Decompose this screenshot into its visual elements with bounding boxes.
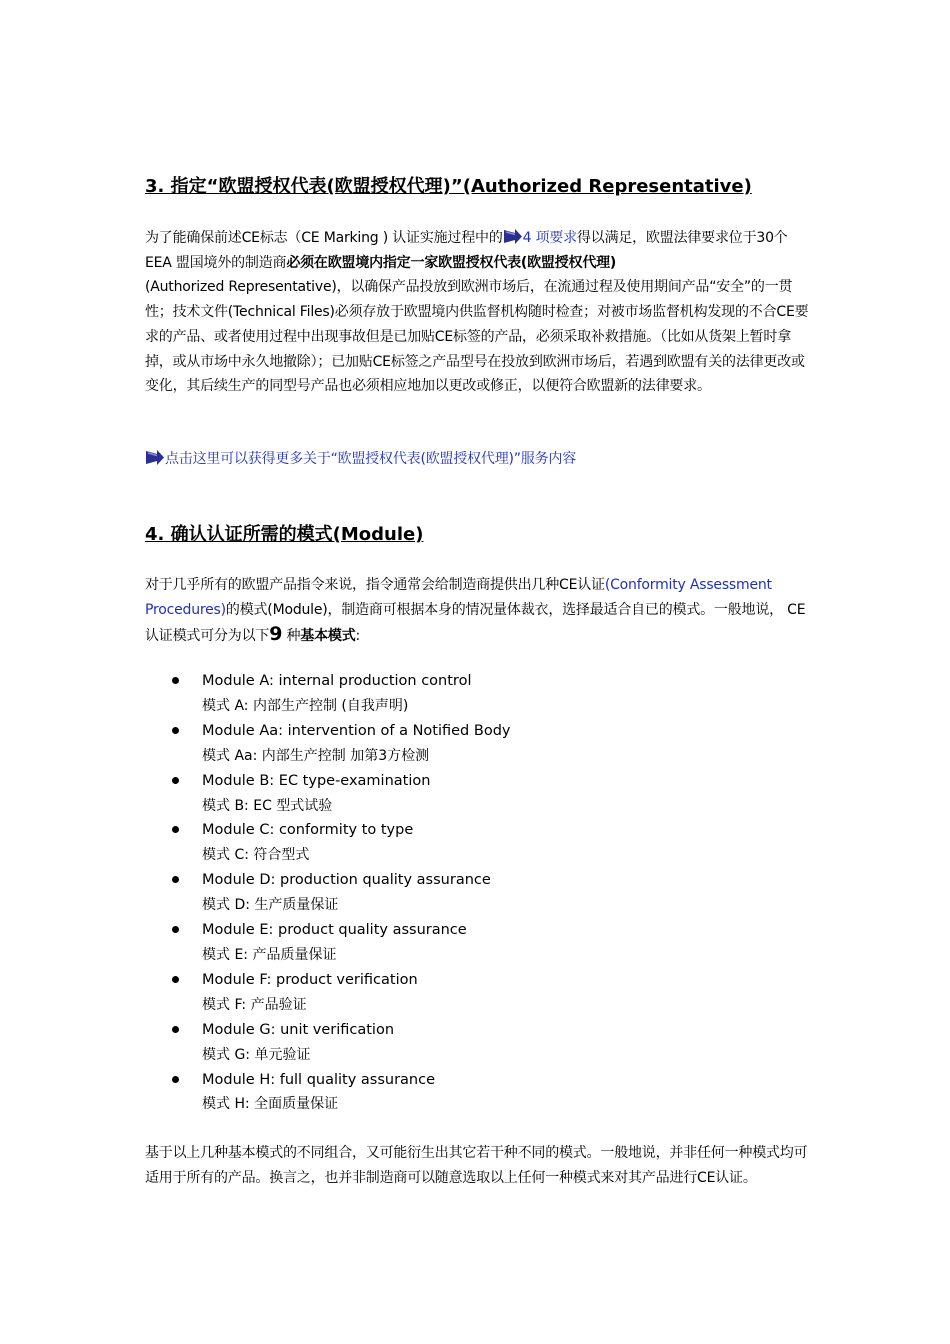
section3-text-c: (Authorized Representative)，以确保产品投放到欧洲市场后，在流通过程及使用期间产品“安全”的一贯性；技术文件(Technical Files)必须存放于欧盟境内供监督机构随时检查；对被市场监督机构发现的不合CE要求的产品、或者使用过程中出现事故但是已加贴CE标签的产品，必须采取补救措施。（比如从货架上暂时拿掉，或从市场中永久地撤除）；已加贴CE标签之产品型号在投放到欧洲市场后，若遇到欧盟有关的法律更改或变化，其后续生产的同型号产品也必须相应地加以更改或修正，以便符合欧盟新的法律要求。 (145, 279, 809, 395)
list-item (172, 918, 772, 968)
bullet-icon (172, 826, 179, 833)
module-en: Module A: internal production control (202, 673, 472, 689)
section4-intro (145, 573, 809, 649)
list-item (172, 769, 772, 819)
arrow-bullet-icon (145, 449, 165, 466)
more-info-link-row[interactable] (145, 448, 576, 470)
more-info-link[interactable]: 点击这里可以获得更多关于“欧盟授权代表(欧盟授权代理)”服务内容 (165, 451, 577, 467)
module-cn: 模式 B: EC 型式试验 (202, 797, 333, 814)
module-en: Module G: unit verification (202, 1021, 395, 1038)
module-cn: 模式 Aa: 内部生产控制 加第3方检测 (202, 747, 430, 764)
module-cn: 模式 D: 生产质量保证 (202, 897, 339, 914)
list-item (172, 1018, 772, 1068)
module-en: Module D: production quality assurance (202, 872, 491, 889)
bullet-icon (172, 677, 179, 684)
conformity-procedures-link[interactable]: (Conformity Assessment Procedures) (145, 577, 772, 618)
section4-intro-a: 对于几乎所有的欧盟产品指令来说，指令通常会给制造商提供出几种CE认证 (145, 577, 605, 593)
bullet-icon (172, 1076, 179, 1083)
arrow-bullet-icon (503, 228, 523, 245)
module-en: Module B: EC type-examination (202, 772, 431, 789)
list-item (172, 868, 772, 918)
section4-heading: 4. 确认认证所需的模式(Module) (145, 524, 424, 545)
module-cn: 模式 F: 产品验证 (202, 996, 307, 1013)
module-cn: 模式 C: 符合型式 (202, 847, 310, 864)
basic-modes-label: 基本模式 (300, 628, 356, 645)
module-en: Module F: product verification (202, 971, 418, 988)
bullet-icon (172, 777, 179, 784)
section4-intro-colon: : (355, 628, 361, 645)
module-en: Module Aa: intervention of a Notified Body (202, 722, 511, 739)
section4-closing: 基于以上几种基本模式的不同组合，又可能衍生出其它若干种不同的模式。一般地说，并非任何一种模式均可适用于所有的产品。换言之，也并非制造商可以随意选取以上任何一种模式来对其产品进行CE认证。 (145, 1145, 808, 1186)
module-en: Module H: full quality assurance (202, 1071, 436, 1088)
module-cn: 模式 H: 全面质量保证 (202, 1096, 339, 1113)
bullet-icon (172, 876, 179, 883)
module-count: 9 (269, 623, 283, 646)
list-item (172, 818, 772, 868)
bullet-icon (172, 1026, 179, 1033)
section4-intro-b: 的模式(Module)，制造商可根据本身的情况量体裁衣，选择最适合自已的模式。一般地说， CE认证模式可分为以下 (145, 601, 806, 645)
module-cn: 模式 A: 内部生产控制 (自我声明) (202, 697, 409, 714)
section3-heading: 3. 指定“欧盟授权代表(欧盟授权代理)”(Authorized Representative) (145, 176, 752, 197)
module-en: Module E: product quality assurance (202, 922, 467, 939)
list-item (172, 669, 772, 719)
section3-text-a: 为了能确保前述CE标志（CE Marking ) 认证实施过程中的 (145, 230, 503, 246)
section3-text-b: 得以满足，欧盟法律要求位于30个EEA 盟国境外的制造商 (145, 230, 788, 271)
section3-paragraph (145, 226, 809, 399)
module-cn: 模式 G: 单元验证 (202, 1046, 311, 1063)
list-item (172, 968, 772, 1018)
section3-bold-text: 必须在欧盟境内指定一家欧盟授权代表(欧盟授权代理) (286, 254, 617, 271)
four-requirements-link[interactable]: 4 项要求 (522, 230, 577, 246)
list-item (172, 1068, 772, 1118)
bullet-icon (172, 727, 179, 734)
bullet-icon (172, 976, 179, 983)
section4-intro-c: 种 (282, 628, 301, 645)
list-item (172, 719, 772, 769)
module-en: Module C: conformity to type (202, 822, 414, 839)
module-list (172, 669, 772, 1117)
bullet-icon (172, 926, 179, 933)
module-cn: 模式 E: 产品质量保证 (202, 946, 337, 963)
